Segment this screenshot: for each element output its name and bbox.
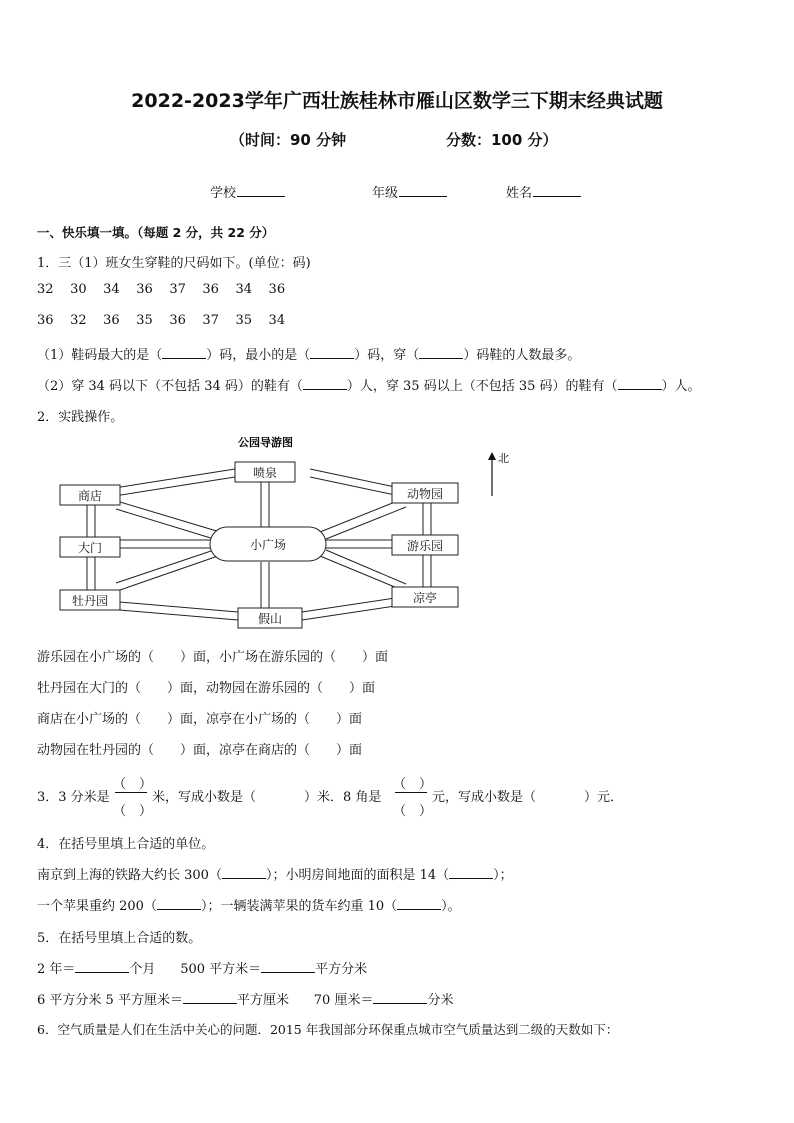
text: 6 平方分米 5 平方厘米＝ xyxy=(37,993,183,1008)
text: （2）穿 34 码以下（不包括 34 码）的鞋有（ xyxy=(37,379,303,394)
school-field[interactable] xyxy=(210,182,285,201)
school-blank[interactable] xyxy=(237,184,285,197)
q3-text-d xyxy=(432,786,623,805)
data-value: 32 xyxy=(70,313,87,328)
text: ）米．8 角是 xyxy=(304,790,382,805)
data-value: 35 xyxy=(235,313,253,328)
text: 南京到上海的铁路大约长 300（ xyxy=(37,868,222,883)
map-label-shop: 商店 xyxy=(77,489,103,503)
answer-blank[interactable] xyxy=(310,348,354,359)
q1-sub-1 xyxy=(37,344,580,363)
q2-stem: 2．实践操作。 xyxy=(37,410,124,425)
text: ）；小明房间地面的面积是 14（ xyxy=(265,868,450,883)
q2-line-3: 商店在小广场的（ ）面，凉亭在小广场的（ ）面 xyxy=(37,712,363,727)
exam-score: 分数：100 分） xyxy=(446,131,558,149)
exam-time: （时间：90 分钟 xyxy=(230,131,347,149)
answer-blank[interactable] xyxy=(373,993,427,1004)
data-value: 36 xyxy=(268,282,286,297)
q1-data-row-1 xyxy=(37,282,285,297)
grade-field[interactable] xyxy=(372,182,447,201)
q4-line-2 xyxy=(37,895,461,914)
map-label-fountain: 喷泉 xyxy=(252,466,278,480)
text: ）；一辆装满苹果的货车约重 10（ xyxy=(200,899,398,914)
data-value: 36 xyxy=(202,282,219,297)
name-field[interactable] xyxy=(506,182,581,201)
data-value: 36 xyxy=(169,313,186,328)
q6-stem: 6．空气质量是人们在生活中关心的问题．2015 年我国部分环保重点城市空气质量达到二级的天数如下： xyxy=(37,1022,619,1037)
q1-data-row-2 xyxy=(37,313,285,328)
map-label-plaza: 小广场 xyxy=(249,538,287,552)
answer-blank[interactable] xyxy=(222,868,266,879)
text: 个月 xyxy=(129,962,156,977)
fraction-denominator[interactable]: （ ） xyxy=(393,804,433,819)
q3-fraction-2[interactable] xyxy=(393,773,433,819)
north-label: 北 xyxy=(498,452,509,465)
answer-blank[interactable] xyxy=(303,379,347,390)
fraction-denominator[interactable]: （ ） xyxy=(113,804,153,819)
fraction-numerator[interactable]: （ ） xyxy=(113,777,153,792)
park-map xyxy=(50,432,530,632)
grade-label: 年级 xyxy=(372,186,399,201)
name-label: 姓名 xyxy=(506,186,533,201)
q5-stem: 5．在括号里填上合适的数。 xyxy=(37,931,202,946)
map-label-rockery: 假山 xyxy=(257,612,283,626)
map-label-amusement: 游乐园 xyxy=(406,539,444,553)
answer-blank[interactable] xyxy=(397,899,441,910)
north-arrow-icon xyxy=(488,452,509,496)
data-value: 36 xyxy=(37,313,54,328)
answer-blank[interactable] xyxy=(157,899,201,910)
grade-blank[interactable] xyxy=(399,184,447,197)
text: 70 厘米＝ xyxy=(313,993,374,1008)
text: ）。 xyxy=(441,899,461,914)
data-value: 37 xyxy=(169,282,186,297)
q4-stem: 4．在括号里填上合适的单位。 xyxy=(37,837,215,852)
q5-line-2 xyxy=(37,989,453,1008)
q2-line-1: 游乐园在小广场的（ ）面，小广场在游乐园的（ ）面 xyxy=(37,650,389,665)
data-value: 34 xyxy=(103,282,120,297)
data-value: 34 xyxy=(268,313,286,328)
page-title: 2022-2023学年广西壮族桂林市雁山区数学三下期末经典试题 xyxy=(131,90,663,112)
q1-sub-2 xyxy=(37,375,701,394)
text: 平方厘米 xyxy=(236,993,289,1008)
data-value: 36 xyxy=(103,313,120,328)
data-value: 30 xyxy=(70,282,87,297)
q2-line-2: 牡丹园在大门的（ ）面，动物园在游乐园的（ ）面 xyxy=(37,681,376,696)
text: 分米 xyxy=(427,993,454,1008)
text: 平方分米 xyxy=(315,962,368,977)
text: ）码，最小的是（ xyxy=(206,348,311,363)
name-blank[interactable] xyxy=(533,184,581,197)
map-title: 公园导游图 xyxy=(238,436,293,449)
answer-blank[interactable] xyxy=(183,993,237,1004)
text: ）； xyxy=(493,868,513,883)
data-value: 34 xyxy=(235,282,253,297)
text: ）人，穿 35 码以上（不包括 35 码）的鞋有（ xyxy=(346,379,618,394)
q2-line-4: 动物园在牡丹园的（ ）面，凉亭在商店的（ ）面 xyxy=(37,743,363,758)
q4-line-1 xyxy=(37,864,513,883)
text: ）码，穿（ xyxy=(354,348,420,363)
data-value: 32 xyxy=(37,282,54,297)
text: 米，写成小数是（ xyxy=(152,790,257,805)
q3-fraction-1[interactable] xyxy=(113,773,153,819)
map-label-zoo: 动物园 xyxy=(406,487,444,501)
text: 2 年＝ xyxy=(37,962,76,977)
data-value: 35 xyxy=(136,313,153,328)
map-label-gate: 大门 xyxy=(77,541,103,555)
fraction-numerator[interactable]: （ ） xyxy=(393,777,433,792)
data-value: 36 xyxy=(136,282,153,297)
answer-blank[interactable] xyxy=(618,379,662,390)
text: ）人。 xyxy=(661,379,701,394)
data-value: 37 xyxy=(202,313,219,328)
text: （1）鞋码最大的是（ xyxy=(37,348,163,363)
text: 元，写成小数是（ xyxy=(432,790,537,805)
answer-blank[interactable] xyxy=(449,868,493,879)
school-label: 学校 xyxy=(210,186,237,201)
text: ）码鞋的人数最多。 xyxy=(463,348,581,363)
text: 一个苹果重约 200（ xyxy=(37,899,157,914)
q3-text-a: 3．3 分米是 xyxy=(37,790,110,805)
answer-blank[interactable] xyxy=(419,348,463,359)
q5-line-1 xyxy=(37,958,367,977)
q1-stem: 1．三（1）班女生穿鞋的尺码如下。(单位：码) xyxy=(37,256,311,271)
answer-blank[interactable] xyxy=(162,348,206,359)
map-label-peony: 牡丹园 xyxy=(71,594,109,608)
text: ）元． xyxy=(584,790,624,805)
answer-blank[interactable] xyxy=(75,962,129,973)
text: 500 平方米＝ xyxy=(180,962,262,977)
q3-text-b xyxy=(152,786,381,805)
answer-blank[interactable] xyxy=(261,962,315,973)
section-heading: 一、快乐填一填。（每题 2 分，共 22 分） xyxy=(37,225,275,240)
map-label-pavilion: 凉亭 xyxy=(412,591,438,605)
